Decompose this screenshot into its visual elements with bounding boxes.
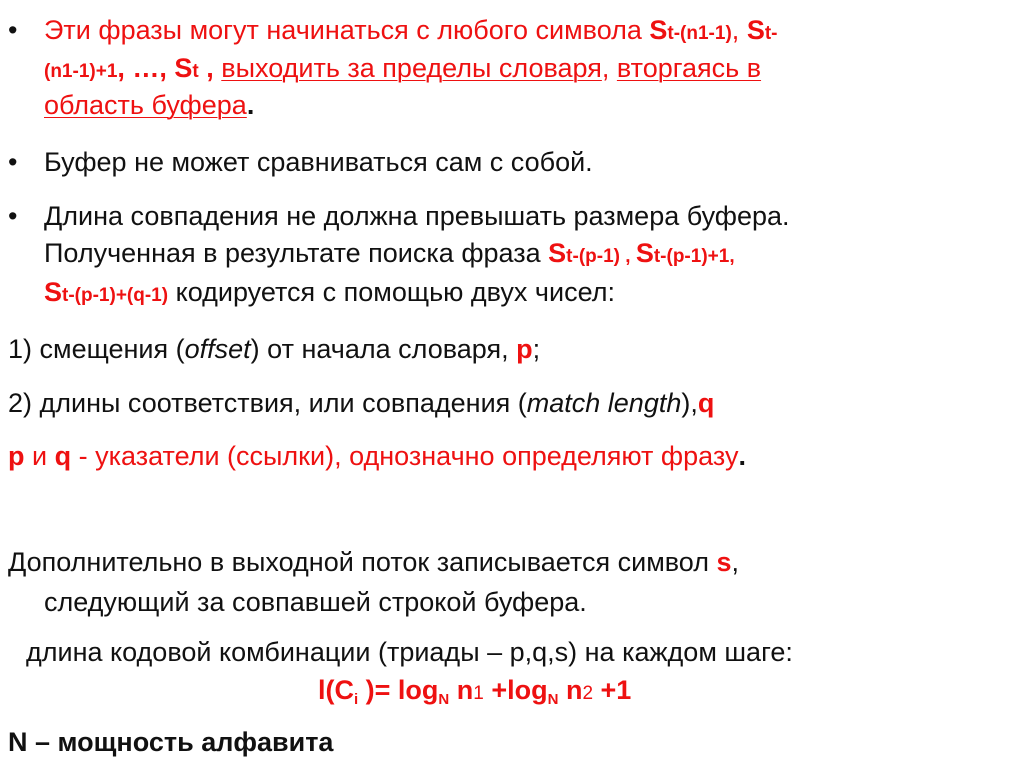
term-offset: offset — [184, 334, 251, 364]
bullet3-line3 — [44, 276, 615, 312]
formula-part: +log — [483, 675, 548, 705]
pq-pointers-line — [8, 440, 746, 472]
bullet-marker: • — [8, 15, 18, 45]
bullet3-text: кодируется с помощью двух чисел: — [168, 277, 615, 307]
formula-part: n — [558, 675, 583, 705]
item-text: ), — [681, 388, 698, 418]
item-match-length — [8, 387, 714, 419]
link-buffer-area[interactable]: вторгаясь в — [616, 53, 762, 83]
formula-part: +1 — [593, 675, 632, 705]
formula-part: 1 — [473, 683, 484, 704]
comma: , — [601, 53, 617, 83]
link-outside-dictionary[interactable]: выходить за пределы словаря — [221, 53, 602, 83]
symbol-subscript: t — [192, 61, 199, 82]
symbol-s: S — [746, 15, 765, 45]
bullet1-line1 — [44, 14, 777, 50]
bullet3-line1: Длина совпадения не должна превышать размера буфера. — [44, 201, 790, 231]
formula-part: 2 — [582, 683, 594, 704]
variable-q: q — [697, 388, 715, 418]
pq-description: - указатели (ссылки), однозначно определяют фразу — [71, 441, 739, 471]
bullet3-line2 — [44, 237, 735, 273]
bullet1-text: Эти фразы могут начинаться с любого символа — [44, 15, 650, 45]
symbol-s: S — [44, 277, 63, 307]
bullet3-text: Полученная в результате поиска фраза — [44, 238, 549, 268]
comma: , — [198, 53, 222, 83]
period: . — [738, 441, 746, 471]
symbol-subscript: t- — [764, 23, 778, 44]
variable-s: s — [716, 547, 732, 577]
conjunction: и — [24, 441, 55, 471]
symbol-subscript: t-(n1-1) — [667, 23, 732, 44]
symbol-s: S — [548, 238, 567, 268]
bullet-marker: • — [8, 201, 18, 231]
formula-subscript: i — [354, 691, 359, 708]
formula — [318, 674, 631, 711]
symbol-s: S — [649, 15, 668, 45]
term-match-length: match length — [526, 388, 682, 418]
semicolon: ; — [532, 334, 541, 364]
ellipsis: , …, — [117, 53, 175, 83]
code-length-text: длина кодовой комбинации (триады – p,q,s) на каждом шаге: — [26, 637, 793, 667]
comma: , — [731, 15, 747, 45]
formula-part: l(C — [318, 675, 354, 705]
extra-text: Дополнительно в выходной поток записывается символ — [8, 547, 717, 577]
item-text: 2) длины соответствия, или совпадения ( — [8, 388, 527, 418]
symbol-subscript: (n1-1)+1 — [44, 61, 118, 82]
symbol-s: S — [174, 53, 193, 83]
bullet1-line2 — [44, 52, 761, 88]
variable-q: q — [54, 441, 72, 471]
formula-part: n — [449, 675, 474, 705]
symbol-subscript: t-(p-1) — [566, 246, 620, 267]
separator: , — [619, 246, 636, 267]
formula-subscript: N — [547, 691, 559, 708]
symbol-subscript: t-(p-1)+1, — [653, 246, 735, 267]
link-buffer-area-cont[interactable]: область буфера — [44, 90, 247, 120]
formula-subscript: N — [438, 691, 450, 708]
symbol-s: S — [635, 238, 654, 268]
bullet2-text: Буфер не может сравниваться сам с собой. — [44, 147, 593, 177]
item-text: ) от начала словаря, — [250, 334, 517, 364]
symbol-subscript: t-(p-1)+(q-1) — [62, 285, 169, 306]
item-text: 1) смещения ( — [8, 334, 185, 364]
extra-line1 — [8, 546, 739, 578]
variable-p: p — [516, 334, 533, 364]
comma: , — [731, 547, 740, 577]
formula-part: )= log — [358, 675, 439, 705]
bullet1-line3 — [44, 89, 254, 121]
period: . — [246, 90, 255, 120]
bullet-marker: • — [8, 147, 18, 177]
item-offset — [8, 333, 540, 365]
extra-line2: следующий за совпавшей строкой буфера. — [44, 587, 587, 617]
alphabet-power: N – мощность алфавита — [8, 727, 334, 757]
variable-p: p — [8, 441, 25, 471]
